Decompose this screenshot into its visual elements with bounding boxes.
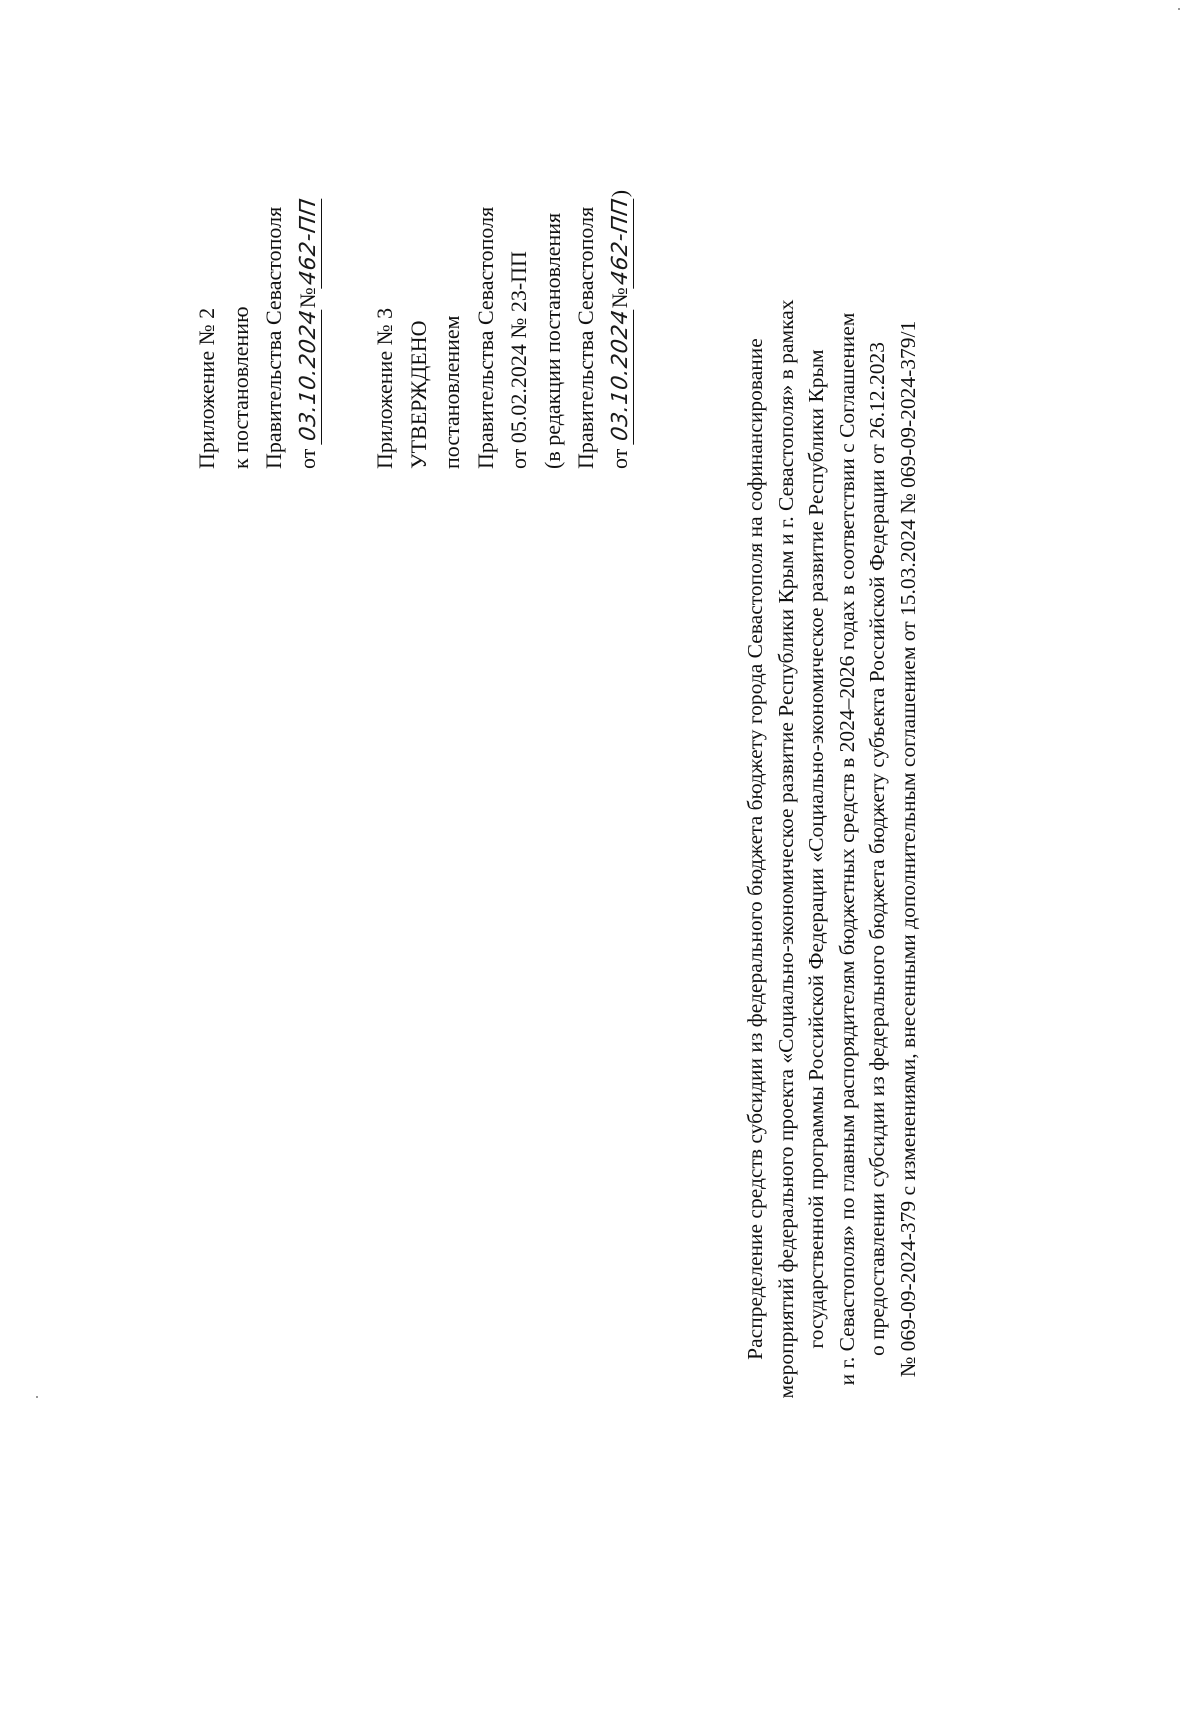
title-line: № 069-09-2024-379 с изменениями, внесенными дополнительным соглашением от 15.03.2024 № 069-09-2024-379/1 [895,320,920,1378]
by-resolution-label: постановлением [439,315,464,469]
appendix-number-original: Приложение № 3 [372,307,397,469]
title-line: Распределение средств субсидии из федерального бюджета бюджету города Севастополя на софинансирование [743,338,767,1360]
edition-date-number [603,0,637,469]
government-label: Правительства Севастополя [261,206,286,469]
appendix-number: Приложение № 2 [194,307,219,469]
number-sign: № [606,287,632,309]
approval-block [190,0,636,469]
handwritten-number: 462-ПП [297,195,322,289]
spacer [324,0,368,469]
handwritten-number: 462-ПП [609,195,634,289]
handwritten-date: 03.10.2024 [609,306,634,444]
document-title [740,139,923,1559]
to-resolution-label: к постановлению [227,306,253,469]
handwritten-date: 03.10.2024 [297,306,322,444]
from-prefix: от [294,448,320,469]
title-line: мероприятий федерального проекта «Социально-экономическое развитие Республики Крым и г. Севастополя» в рамках [773,299,798,1399]
government-label: Правительства Севастополя [573,206,598,469]
closing-paren: ) [606,189,632,198]
resolution-date-number [291,0,325,469]
title-line: о предоставлении субсидии из федерального бюджета бюджету субъекта Российской Федерации от 26.12.2023 [865,342,889,1356]
approved-label: УТВЕРЖДЕНО [405,320,431,469]
government-label: Правительства Севастополя [472,206,498,469]
title-line: государственной программы Российской Федерации «Социально-экономическое развитие Республики Крым [804,349,828,1349]
number-sign: № [294,287,320,309]
title-line: и г. Севастополя» по главным распорядителям бюджетных средств в 2024–2026 годах в соответствии с Соглашением [834,312,859,1386]
from-prefix: от [606,448,632,469]
edition-note: (в редакции постановления [539,212,565,469]
original-resolution-ref: от 05.02.2024 № 23-ПП [506,251,531,469]
